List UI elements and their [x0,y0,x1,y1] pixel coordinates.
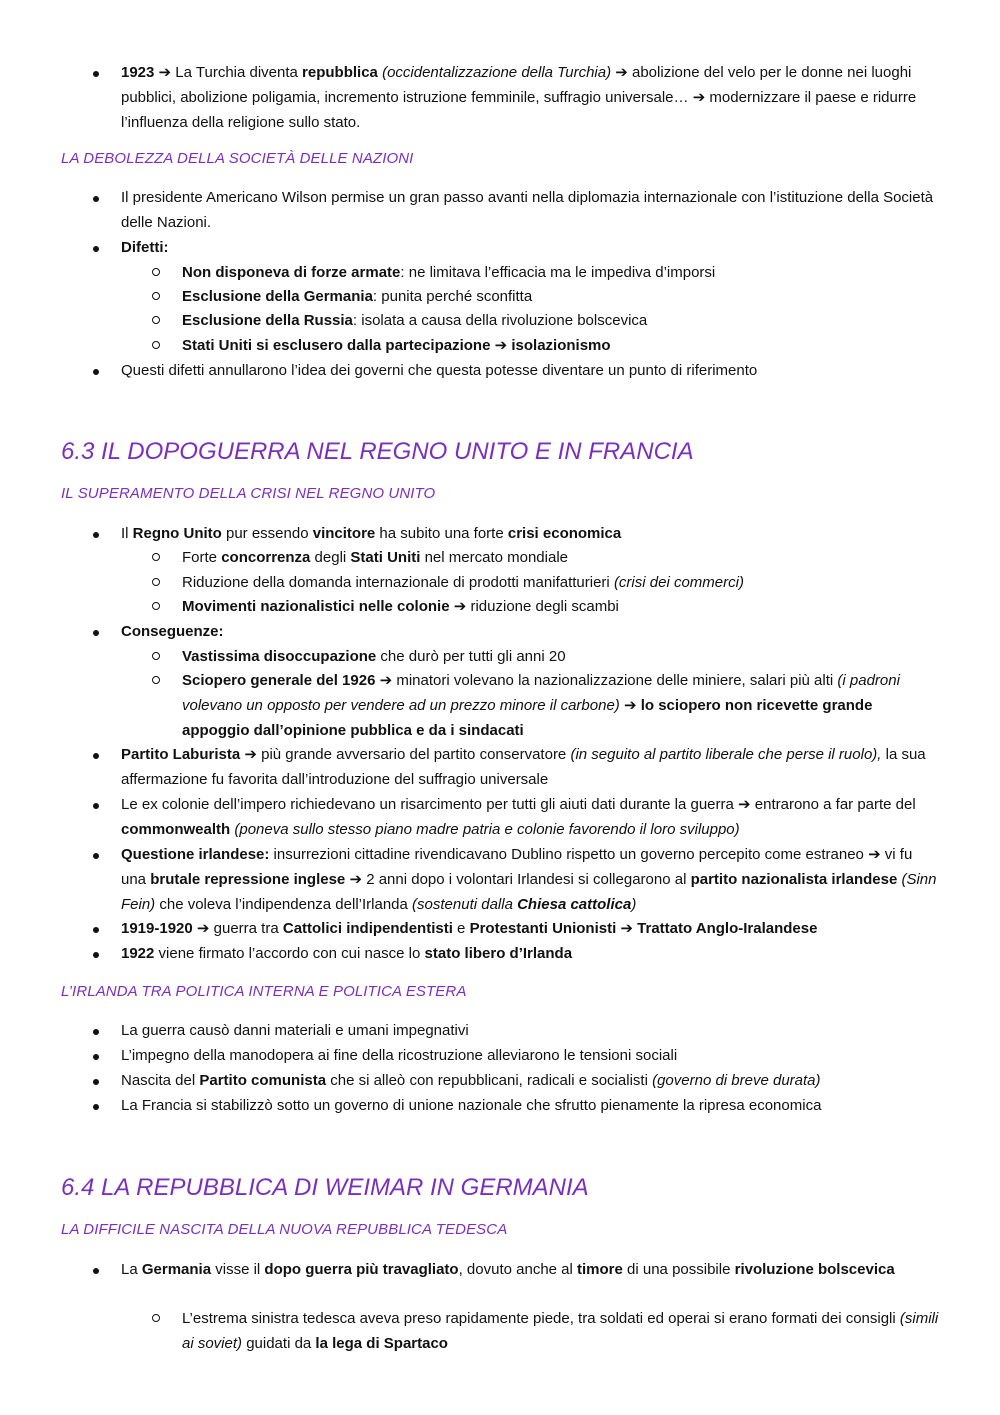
sub-list-item [182,595,942,620]
text-italic: (in seguito al partito liberale che perse il ruolo), [570,746,882,763]
text-bold: 1919-1920 [121,920,197,937]
arrow-icon: ➔ [453,598,467,615]
text: L’impegno della manodopera ai fine della ricostruzione alleviarono le tensioni sociali [121,1047,678,1064]
list-item [121,186,941,236]
text: Riduzione della domanda internazionale di prodotti manifatturieri [182,574,614,591]
bullet-icon [93,246,99,252]
circle-bullet-icon [152,292,160,300]
text-bold: Partito Laburista [121,746,245,763]
text-bold: Stati Uniti si esclusero dalla partecipazione [182,337,495,354]
text-bold: Movimenti nazionalistici nelle colonie [182,598,454,615]
arrow-icon: ➔ [349,870,363,888]
list-item [121,942,941,967]
bullet-icon [93,1079,99,1085]
bullet-icon [93,753,99,759]
section-title: 6.3 IL DOPOGUERRA NEL REGNO UNITO E IN FRANCIA [61,438,694,465]
text: guidati da [242,1334,316,1352]
text-bold: Regno Unito [132,525,222,542]
text: riduzione degli scambi [466,598,619,615]
sub-list-item [182,669,942,743]
text-bold: rivoluzione bolscevica [734,1261,895,1278]
circle-bullet-icon [152,578,160,586]
arrow-icon: ➔ [868,846,881,863]
text: ha subito una forte [375,525,508,542]
text-bold: partito nazionalista irlandese [690,870,898,888]
text-bold: 1922 [121,945,155,962]
text: abolizione del velo per le donne nei luoghi pubblici, abolizione poligamia, incremento istruzione femminile, suffragio universale… [121,64,912,106]
text: di una possibile [622,1261,735,1278]
text-bold: brutale repressione inglese [150,870,350,888]
sub-list-item [182,285,942,310]
list-item [121,1019,941,1044]
text: L’estrema sinistra tedesca aveva preso rapidamente piede, tra soldati ed operai si erano formati dei consigli [182,1310,900,1327]
text-bold: Stati Uniti [350,549,421,566]
text-bold: crisi economica [507,525,622,542]
sub-list-item [182,334,942,359]
circle-bullet-icon [152,553,160,561]
bullet-icon [93,1104,99,1110]
text: guerra tra [209,920,283,937]
arrow-icon: ➔ [154,64,172,81]
text: minatori volevano la nazionalizzazione delle miniere, salari più alti [392,672,838,689]
text-bold-italic: Chiesa cattolica [517,895,632,913]
sub-list-item [182,645,942,670]
text-italic: (simili ai soviet) [182,1310,939,1352]
circle-bullet-icon [152,1314,160,1322]
text: che voleva l’indipendenza dell’Irlanda [155,895,413,913]
sub-list-item [182,1307,942,1357]
text-bold: lo sciopero non ricevette grande appoggio dall’opinione pubblica e da i sindacati [182,696,873,739]
text: 2 anni dopo i volontari Irlandesi si collegarono al [362,870,691,888]
text: : ne limitava l’efficacia ma le impediva d’imporsi [400,264,716,281]
text-bold: la lega di Spartaco [315,1334,448,1352]
text-bold: vincitore [312,525,376,542]
text-bold: concorrenza [221,549,311,566]
bullet-icon [93,1029,99,1035]
bullet-icon [93,196,99,202]
arrow-icon: ➔ [244,746,257,763]
text-bold: timore [577,1261,623,1278]
text-italic: (occidentalizzazione della Turchia) [382,64,612,81]
list-item [121,1258,941,1283]
text-bold: Esclusione della Russia [182,312,353,329]
list-item [121,843,941,917]
sub-list-item [182,261,942,286]
bullet-icon [93,952,99,958]
sub-list-item [182,546,942,571]
text-italic: (crisi dei commerci) [613,574,744,591]
arrow-icon: ➔ [692,88,706,106]
text-italic: ) [631,895,637,913]
bullet-icon [93,1268,99,1274]
text: La guerra causò danni materiali e umani impegnativi [121,1022,469,1039]
circle-bullet-icon [152,676,160,684]
text: che si alleò con repubblicani, radicali e socialisti [326,1072,653,1089]
text-bold: Germania [141,1261,212,1278]
text: modernizzare il paese e ridurre l’influenza della religione sullo stato. [121,88,917,131]
text: entrarono a far parte del [750,796,916,813]
section-subheading: LA DIFFICILE NASCITA DELLA NUOVA REPUBBLICA TEDESCA [61,1221,508,1238]
text-italic: (i padroni volevano un opposto per vendere ad un prezzo minore il carbone) [182,672,900,714]
text-bold: Vastissima disoccupazione [182,648,377,665]
bullet-icon [93,71,99,77]
section-subheading: LA DEBOLEZZA DELLA SOCIETÀ DELLE NAZIONI [61,150,414,167]
text: vi fu una [121,846,913,888]
text-bold: Conseguenze: [121,623,224,640]
text-bold: stato libero d’Irlanda [424,945,573,962]
list-item [121,1094,941,1119]
arrow-icon: ➔ [615,64,628,81]
list-item [121,793,941,843]
circle-bullet-icon [152,652,160,660]
arrow-icon: ➔ [623,696,637,714]
text: degli [310,549,351,566]
text-bold: isolazionismo [507,337,611,354]
text-bold: Cattolici indipendentisti [282,920,453,937]
circle-bullet-icon [152,602,160,610]
list-item [121,1069,941,1094]
text: più grande avversario del partito conservatore [256,746,571,763]
text: insurrezioni cittadine rivendicavano Dublino rispetto un governo percepito come estraneo [269,846,869,863]
year-label: 1923 [121,64,155,81]
bullet-icon [93,1054,99,1060]
text: Nascita del [121,1072,200,1089]
text: pur essendo [221,525,313,542]
arrow-icon: ➔ [379,672,393,689]
text: La [121,1261,142,1278]
list-item [121,917,941,942]
text: La Francia si stabilizzò sotto un governo di unione nazionale che sfrutto pienamente la ripresa economica [121,1097,822,1114]
arrow-icon: ➔ [196,920,210,937]
text: e [452,920,470,937]
text: : punita perché sconfitta [372,288,533,305]
section-subheading: IL SUPERAMENTO DELLA CRISI NEL REGNO UNITO [61,485,436,502]
list-item [121,236,941,261]
text: la sua affermazione fu favorita dall’introduzione del suffragio universale [121,746,926,788]
text-italic: (Sinn Fein) [121,870,937,913]
text: Forte [182,549,222,566]
list-item [121,359,941,384]
arrow-icon: ➔ [494,337,508,354]
section-title: 6.4 LA REPUBBLICA DI WEIMAR IN GERMANIA [61,1174,589,1201]
list-item [121,743,941,793]
text-bold: Protestanti Unionisti [469,920,621,937]
text-italic: (poneva sullo stesso piano madre patria e colonie favorendo il loro sviluppo) [230,820,740,838]
text: : isolata a causa della rivoluzione bolscevica [352,312,648,329]
bullet-icon [93,803,99,809]
text-bold: Non disponeva di forze armate [182,264,401,281]
circle-bullet-icon [152,316,160,324]
list-item [121,522,941,547]
text: Questi difetti annullarono l’idea dei governi che questa potesse diventare un punto di riferimento [121,362,758,379]
text-italic: (sostenuti dalla [412,895,518,913]
text-bold: dopo guerra più travagliato [264,1261,459,1278]
text-bold: commonwealth [121,820,231,838]
circle-bullet-icon [152,268,160,276]
text-italic: (governo di breve durata) [652,1072,821,1089]
text: La Turchia diventa [171,64,303,81]
text: che durò per tutti gli anni 20 [376,648,566,665]
bullet-icon [93,369,99,375]
section-subheading: L’IRLANDA TRA POLITICA INTERNA E POLITICA ESTERA [61,983,467,1000]
text: Il presidente Americano Wilson permise un gran passo avanti nella diplomazia internazionale con l’istituzione della Società delle Nazioni. [121,189,934,231]
text-bold: Partito comunista [199,1072,327,1089]
sub-list-item [182,571,942,596]
text-bold: Difetti: [121,239,169,256]
text-bold: Sciopero generale del 1926 [182,672,380,689]
text-bold: repubblica [302,64,378,81]
bullet-icon [93,532,99,538]
bullet-icon [93,630,99,636]
sub-list-item [182,309,942,334]
text-bold: Trattato Anglo-Iralandese [632,920,818,937]
text-bold: Esclusione della Germania [182,288,373,305]
text: viene firmato l’accordo con cui nasce lo [154,945,425,962]
arrow-icon: ➔ [738,796,751,813]
list-item [121,1044,941,1069]
text-bold: Questione irlandese: [121,846,270,863]
circle-bullet-icon [152,341,160,349]
list-item [121,620,941,645]
text: Il [121,525,133,542]
bullet-icon [93,927,99,933]
bullet-icon [93,853,99,859]
text: , dovuto anche al [458,1261,578,1278]
list-item [121,61,941,135]
text: Le ex colonie dell’impero richiedevano un risarcimento per tutti gli aiuti dati durante la guerra [121,796,739,813]
arrow-icon: ➔ [620,920,633,937]
text: nel mercato mondiale [420,549,568,566]
text: visse il [211,1261,265,1278]
